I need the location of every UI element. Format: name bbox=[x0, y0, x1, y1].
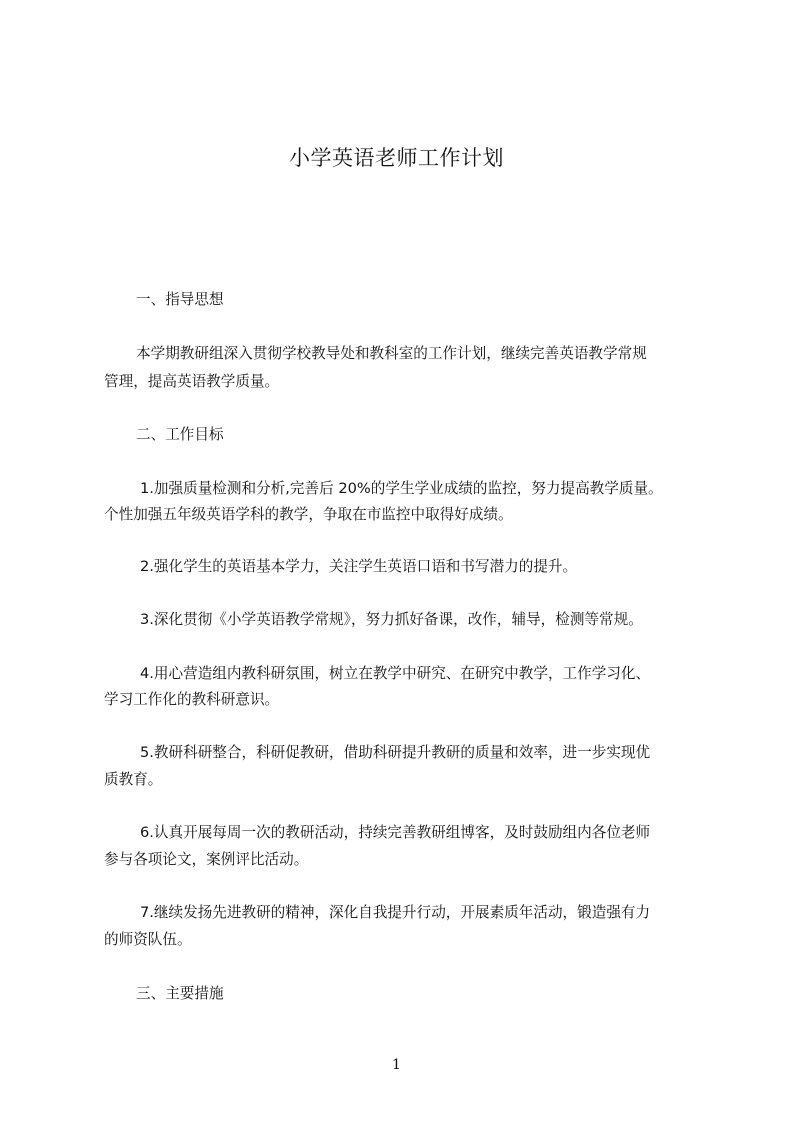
section-heading-main-measures: 三、主要措施 bbox=[136, 985, 224, 1002]
section-heading-guiding-thought: 一、指导思想 bbox=[136, 291, 224, 308]
goal-item-2: 2.强化学生的英语基本学力，关注学生英语口语和书写潜力的提升。 bbox=[140, 558, 578, 575]
goal-item-5-line-2: 质教育。 bbox=[104, 771, 163, 788]
section-heading-work-goals: 二、工作目标 bbox=[136, 426, 224, 443]
goal-item-5-line-1: 5.教研科研整合，科研促教研，借助科研提升教研的质量和效率，进一步实现优 bbox=[140, 744, 651, 761]
goal-item-4-line-1: 4.用心营造组内教科研氛围，树立在教学中研究、在研究中教学，工作学习化、 bbox=[140, 665, 651, 682]
goal-item-1-line-2: 个性加强五年级英语学科的教学，争取在市监控中取得好成绩。 bbox=[104, 506, 513, 523]
goal-item-6-line-1: 6.认真开展每周一次的教研活动，持续完善教研组博客，及时鼓励组内各位老师 bbox=[140, 824, 651, 841]
goal-item-7-line-2: 的师资队伍。 bbox=[104, 931, 192, 948]
paragraph-line: 管理，提高英语教学质量。 bbox=[104, 373, 280, 390]
page-number: 1 bbox=[392, 1057, 401, 1073]
goal-item-6-line-2: 参与各项论文，案例评比活动。 bbox=[104, 851, 309, 868]
paragraph-line: 本学期教研组深入贯彻学校教导处和教科室的工作计划，继续完善英语教学常规 bbox=[136, 345, 647, 362]
goal-item-4-line-2: 学习工作化的教科研意识。 bbox=[104, 691, 280, 708]
document-title: 小学英语老师工作计划 bbox=[289, 146, 504, 170]
goal-item-1-line-1: 1.加强质量检测和分析,完善后 20%的学生学业成绩的监控，努力提高教学质量。 bbox=[140, 480, 663, 497]
goal-item-3: 3.深化贯彻《小学英语教学常规》，努力抓好备课，改作，辅导，检测等常规。 bbox=[140, 611, 643, 628]
goal-item-7-line-1: 7.继续发扬先进教研的精神，深化自我提升行动，开展素质年活动，锻造强有力 bbox=[140, 904, 651, 921]
